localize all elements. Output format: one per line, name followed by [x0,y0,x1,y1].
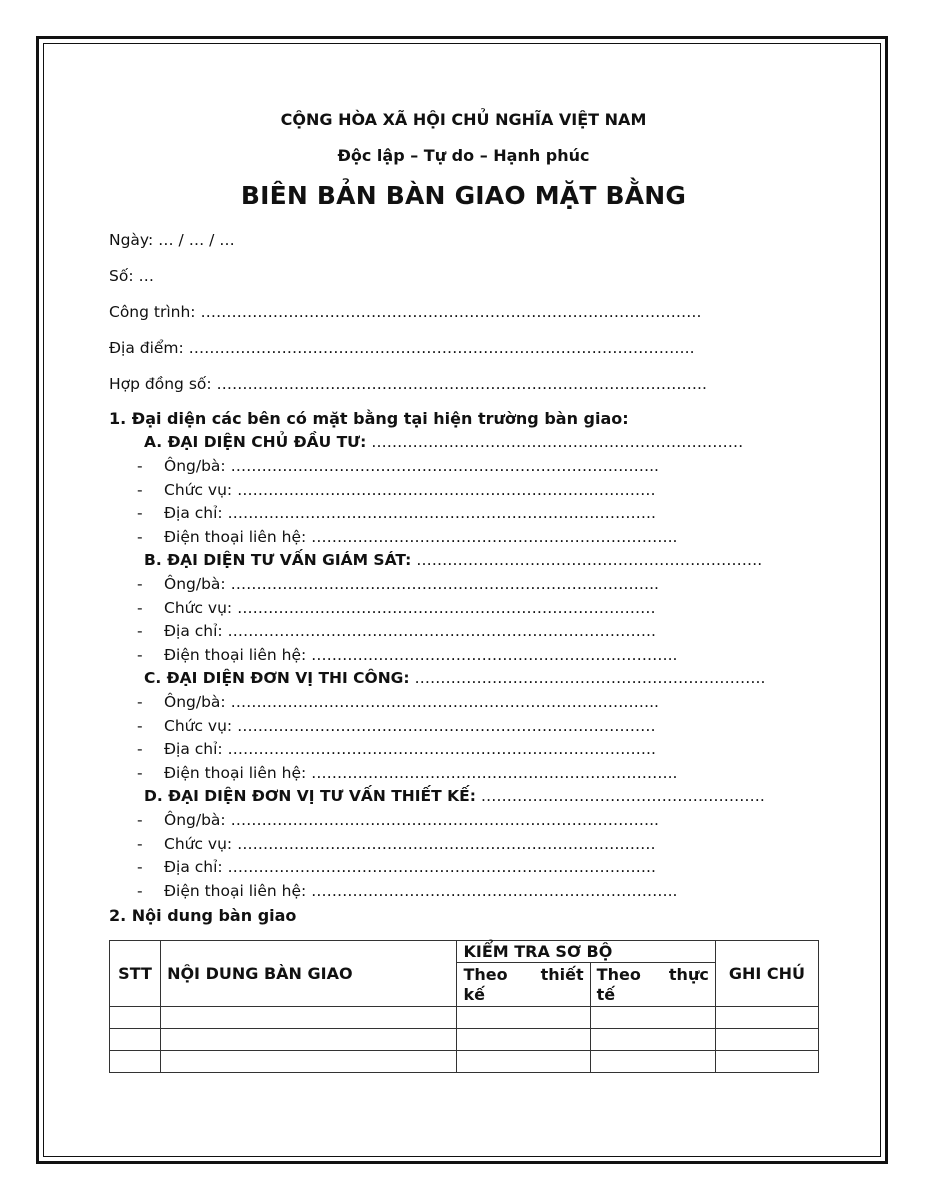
table-cell [161,1007,457,1029]
table-cell [110,1007,161,1029]
representative-field [137,764,757,784]
representative-field [137,717,757,737]
field-label: Điện thoại liên hệ: …………………………………………………………….. [164,527,678,546]
table-row [110,1051,819,1073]
representative-field [137,575,757,595]
table-cell [715,1029,818,1051]
bullet-dash: - [137,858,143,876]
representative-field [137,646,757,666]
field-label: Ông/bà: ……………………………………………………………………….. [164,693,659,711]
document-title: BIÊN BẢN BÀN GIAO MẶT BẰNG [240,181,687,210]
contract-field: Hợp đồng số: ………………………………………………………………………………….. [109,375,707,393]
national-motto: Độc lập – Tự do – Hạnh phúc [337,146,590,165]
table-body [110,1007,819,1073]
group-heading: B. ĐẠI DIỆN TƯ VẤN GIÁM SÁT: …………………………………………………………. [144,551,763,569]
table-row [110,1007,819,1029]
field-label: Chức vụ: ……………………………………………………………………… [164,480,656,499]
header-content: NỘI DUNG BÀN GIAO [161,941,457,1007]
table-cell [590,1007,715,1029]
field-label: Chức vụ: ……………………………………………………………………… [164,834,656,853]
handover-table [109,940,819,1073]
bullet-dash: - [137,763,143,782]
bullet-dash: - [137,575,143,593]
field-label: Ông/bà: ……………………………………………………………………….. [164,811,659,829]
header-stt: STT [110,941,161,1007]
field-label: Địa chỉ: ……………………………………………………………………….. [164,504,656,522]
bullet-dash: - [137,740,143,758]
representative-field [137,740,757,760]
representative-field [137,599,757,619]
field-label: Điện thoại liên hệ: …………………………………………………………….. [164,763,678,782]
representative-field [137,693,757,713]
bullet-dash: - [137,811,143,829]
field-label: Điện thoại liên hệ: …………………………………………………………….. [164,881,678,900]
header-by-actual: Theo thực tế [590,963,715,1007]
field-label: Địa chỉ: ……………………………………………………………………….. [164,740,656,758]
section-2-heading: 2. Nội dung bàn giao [109,906,297,925]
table-cell [161,1051,457,1073]
field-label: Ông/bà: ……………………………………………………………………….. [164,457,659,475]
bullet-dash: - [137,716,143,735]
bullet-dash: - [137,881,143,900]
table-cell [161,1029,457,1051]
representative-field [137,528,757,548]
representative-field [137,481,757,501]
table-cell [457,1051,590,1073]
table-cell [457,1007,590,1029]
bullet-dash: - [137,504,143,522]
bullet-dash: - [137,598,143,617]
header-check: KIỂM TRA SƠ BỘ [457,941,715,963]
project-field: Công trình: ……………………………………………………………………………………. [109,303,702,321]
header-by-design: Theo thiết kế [457,963,590,1007]
bullet-dash: - [137,480,143,499]
group-heading: D. ĐẠI DIỆN ĐƠN VỊ TƯ VẤN THIẾT KẾ: ………………………………………………. [144,787,765,805]
group-heading: C. ĐẠI DIỆN ĐƠN VỊ THI CÔNG: ………………………………………………………….. [144,669,766,687]
section-1-heading: 1. Đại diện các bên có mặt bằng tại hiện trường bàn giao: [109,409,629,428]
header-note: GHI CHÚ [715,941,818,1007]
field-label: Chức vụ: ……………………………………………………………………… [164,598,656,617]
group-heading: A. ĐẠI DIỆN CHỦ ĐẦU TƯ: ……………………………………………………………… [144,433,744,451]
table-cell [590,1051,715,1073]
representative-field [137,811,757,831]
table-cell [110,1029,161,1051]
field-label: Địa chỉ: ……………………………………………………………………….. [164,858,656,876]
table-cell [590,1029,715,1051]
location-field: Địa điểm: …………………………………………………………………………………….. [109,339,695,357]
representative-field [137,882,757,902]
representative-field [137,504,757,524]
table-cell [715,1007,818,1029]
field-label: Chức vụ: ……………………………………………………………………… [164,716,656,735]
field-label: Ông/bà: ……………………………………………………………………….. [164,575,659,593]
table-cell [457,1029,590,1051]
table-row [110,1029,819,1051]
bullet-dash: - [137,645,143,664]
representative-field [137,835,757,855]
table-cell [715,1051,818,1073]
national-title: CỘNG HÒA XÃ HỘI CHỦ NGHĨA VIỆT NAM [280,110,647,129]
bullet-dash: - [137,457,143,475]
representative-field [137,858,757,878]
representative-field [137,457,757,477]
table-cell [110,1051,161,1073]
bullet-dash: - [137,693,143,711]
field-label: Địa chỉ: ……………………………………………………………………….. [164,622,656,640]
bullet-dash: - [137,527,143,546]
bullet-dash: - [137,834,143,853]
bullet-dash: - [137,622,143,640]
date-field: Ngày: … / … / … [109,231,235,249]
field-label: Điện thoại liên hệ: …………………………………………………………….. [164,645,678,664]
number-field: Số: … [109,267,154,285]
representative-field [137,622,757,642]
